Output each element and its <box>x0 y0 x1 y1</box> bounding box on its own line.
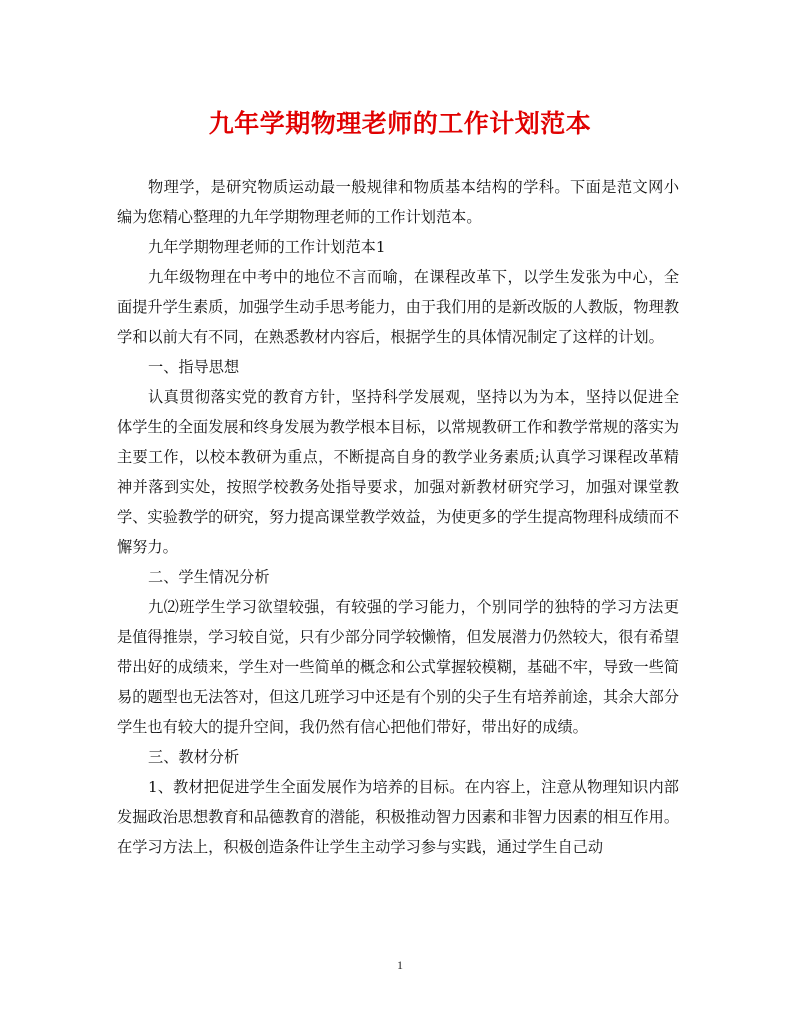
page-number: 1 <box>397 958 403 972</box>
body-paragraph: 九⑵班学生学习欲望较强，有较强的学习能力，个别同学的独特的学习方法更是值得推崇，学习较自觉，只有少部分同学较懒惰，但发展潜力仍然较大，很有希望带出好的成绩来，学生对一些简单的概念和公式掌握较模糊，基础不牢，导致一些简易的题型也无法答对，但这几班学习中还是有个别的尖子生有培养前途，其余大部分学生也有较大的提升空间，我仍然有信心把他们带好，带出好的成绩。 <box>117 598 679 736</box>
document-title: 九年学期物理老师的工作计划范本 <box>208 109 592 138</box>
intro-paragraph: 物理学，是研究物质运动最一般规律和物质基本结构的学科。下面是范文网小编为您精心整理的九年学期物理老师的工作计划范本。 <box>117 178 679 226</box>
body-paragraph: 九年级物理在中考中的地位不言而喻，在课程改革下，以学生发张为中心，全面提升学生素质，加强学生动手思考能力，由于我们用的是新改版的人教版，物理教学和以前大有不同，在熟悉教材内容后，根据学生的具体情况制定了这样的计划。 <box>117 268 679 346</box>
section-heading-student-analysis: 二、学生情况分析 <box>148 568 270 586</box>
body-paragraph: 认真贯彻落实党的教育方针，坚持科学发展观，坚持以为为本，坚持以促进全体学生的全面发展和终身发展为教学根本目标，以常规教研工作和教学常规的落实为主要工作，以校本教研为重点，不断提高自身的教学业务素质;认真学习课程改革精神并落到实处，按照学校教务处指导要求，加强对新教材研究学习，加强对课堂教学、实验教学的研究，努力提高课堂教学效益，为使更多的学生提高物理科成绩而不懈努力。 <box>117 388 679 556</box>
section-heading-plan-1: 九年学期物理老师的工作计划范本1 <box>148 238 386 256</box>
body-paragraph: 1、教材把促进学生全面发展作为培养的目标。在内容上，注意从物理知识内部发掘政治思想教育和品德教育的潜能，积极推动智力因素和非智力因素的相互作用。在学习方法上，积极创造条件让学生主动学习参与实践，通过学生自己动 <box>117 778 679 856</box>
section-heading-textbook-analysis: 三、教材分析 <box>148 748 240 766</box>
document-body <box>117 172 679 862</box>
section-heading-guiding-ideology: 一、指导思想 <box>148 358 240 376</box>
